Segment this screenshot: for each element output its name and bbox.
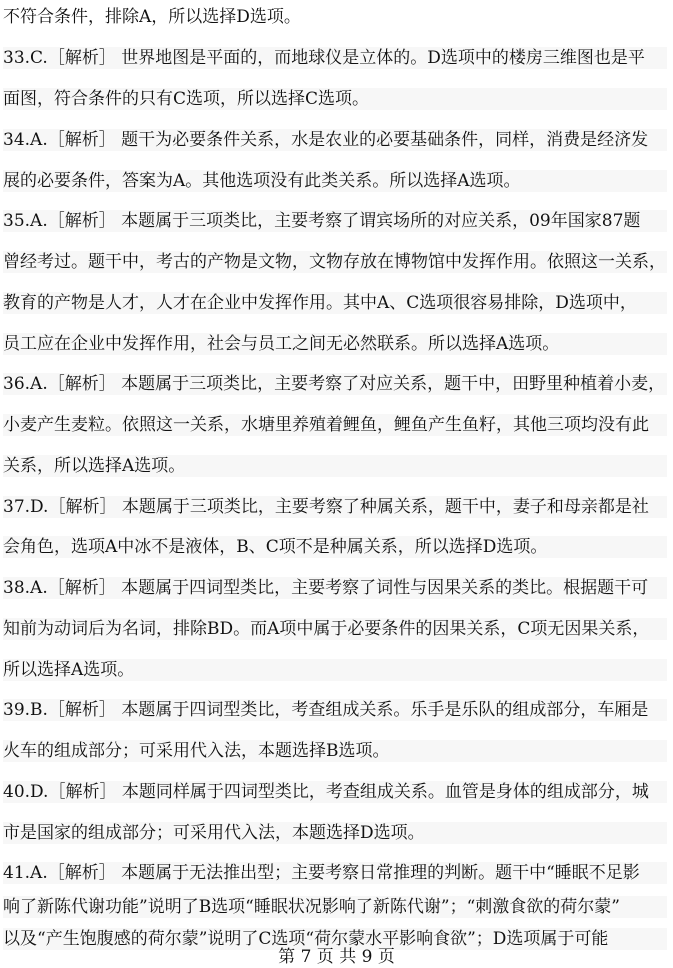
text-line-19: 火车的组成部分；可采用代入法，本题选择B选项。 <box>3 740 667 762</box>
text-line-12: 关系，所以选择A选项。 <box>3 455 667 477</box>
text-line-11: 小麦产生麦粒。依照这一关系，水塘里养殖着鲤鱼，鲤鱼产生鱼籽，其他三项均没有此 <box>3 414 667 436</box>
text-line-24: 以及“产生饱腹感的荷尔蒙”说明了C选项“荷尔蒙水平影响食欲”；D选项属于可能 <box>3 928 667 950</box>
text-line-3: 面图，符合条件的只有C选项，所以选择C选项。 <box>3 88 667 110</box>
text-line-22: 41.A.［解析］ 本题属于无法推出型；主要考察日常推理的判断。题干中“睡眠不足影 <box>3 862 667 884</box>
text-line-6: 35.A.［解析］ 本题属于三项类比，主要考察了谓宾场所的对应关系，09年国家87题 <box>3 210 667 232</box>
text-line-18: 39.B.［解析］ 本题属于四词型类比，考查组成关系。乐手是乐队的组成部分，车厢是 <box>3 699 667 721</box>
text-line-4: 34.A.［解析］ 题干为必要条件关系，水是农业的必要基础条件，同样，消费是经济发 <box>3 129 667 151</box>
text-line-21: 市是国家的组成部分；可采用代入法，本题选择D选项。 <box>3 822 667 844</box>
page-footer: 第 7 页 共 9 页 <box>278 947 395 967</box>
text-line-14: 会角色，选项A中冰不是液体，B、C项不是种属关系，所以选择D选项。 <box>3 536 667 558</box>
text-line-16: 知前为动词后为名词，排除BD。而A项中属于必要条件的因果关系，C项无因果关系， <box>3 618 667 640</box>
text-line-5: 展的必要条件，答案为A。其他选项没有此类关系。所以选择A选项。 <box>3 170 667 192</box>
text-line-13: 37.D.［解析］ 本题属于三项类比，主要考察了种属关系，题干中，妻子和母亲都是社 <box>3 496 667 518</box>
text-line-8: 教育的产物是人才，人才在企业中发挥作用。其中A、C选项很容易排除，D选项中， <box>3 292 667 314</box>
text-line-15: 38.A.［解析］ 本题属于四词型类比，主要考察了词性与因果关系的类比。根据题干可 <box>3 577 667 599</box>
text-line-23: 响了新陈代谢功能”说明了B选项“睡眠状况影响了新陈代谢”；“刺激食欲的荷尔蒙” <box>3 896 667 918</box>
text-line-1: 不符合条件，排除A，所以选择D选项。 <box>3 7 301 27</box>
text-line-9: 员工应在企业中发挥作用，社会与员工之间无必然联系。所以选择A选项。 <box>3 333 667 355</box>
text-line-17: 所以选择A选项。 <box>3 659 667 681</box>
text-line-2: 33.C.［解析］ 世界地图是平面的，而地球仪是立体的。D选项中的楼房三维图也是平 <box>3 47 667 69</box>
text-line-7: 曾经考过。题干中，考古的产物是文物，文物存放在博物馆中发挥作用。依照这一关系， <box>3 252 666 272</box>
text-line-20: 40.D.［解析］ 本题同样属于四词型类比，考查组成关系。血管是身体的组成部分，城 <box>3 781 667 803</box>
text-line-10: 36.A.［解析］ 本题属于三项类比，主要考察了对应关系，题干中，田野里种植着小麦， <box>3 374 666 394</box>
